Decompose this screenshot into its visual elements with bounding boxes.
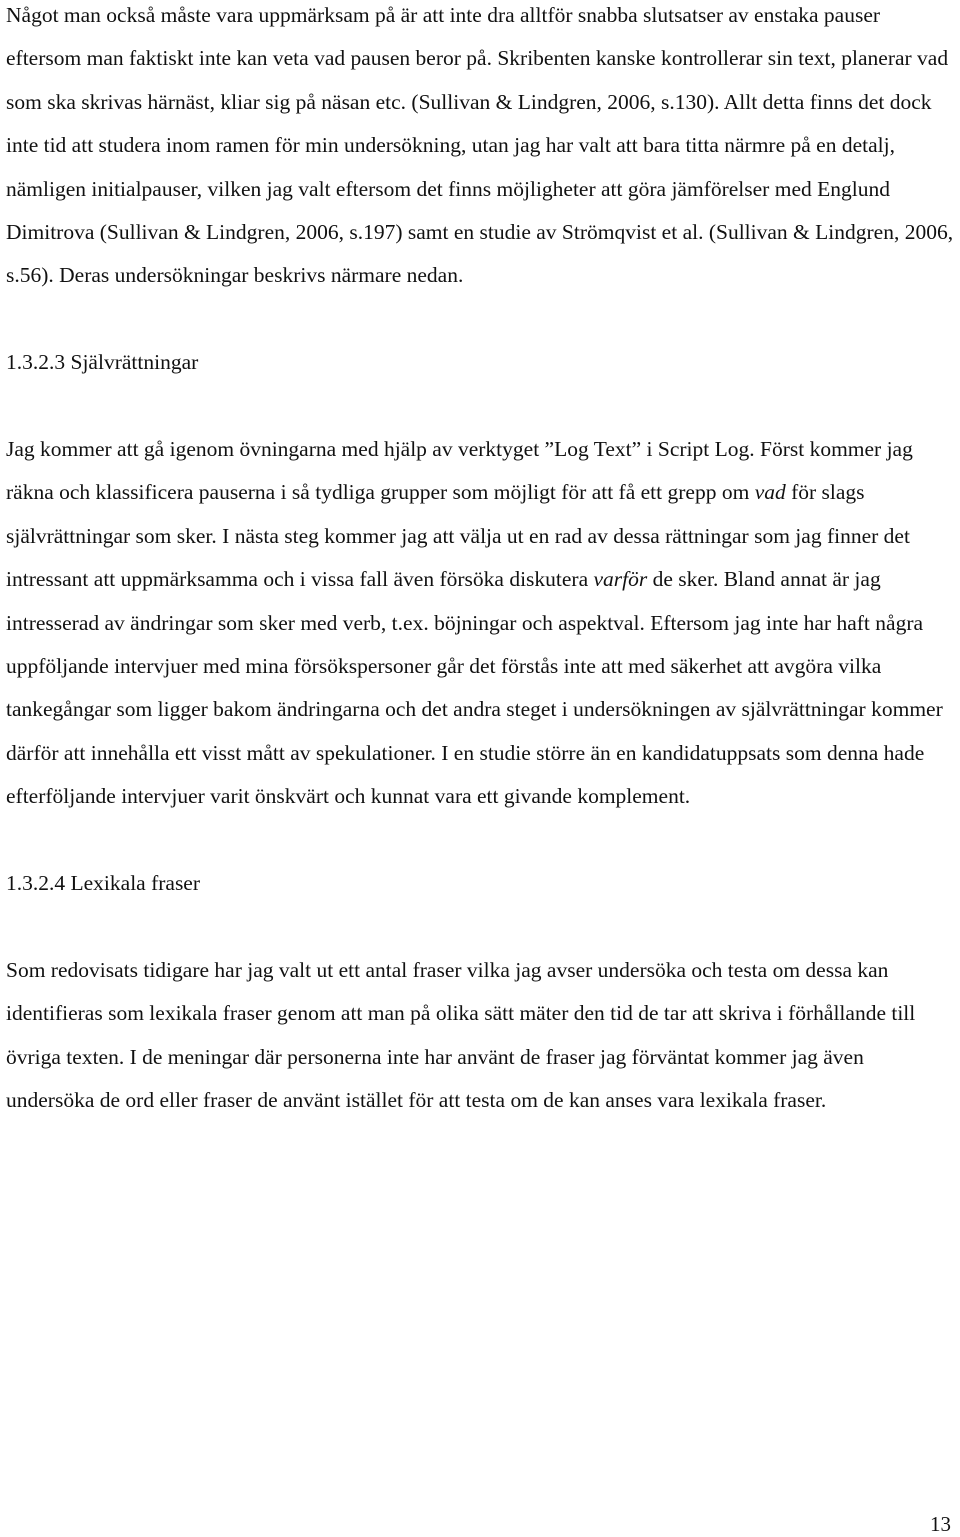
paragraph-pauses: Något man också måste vara uppmärksam på är att inte dra alltför snabba slutsatser av enstaka pauser eftersom man faktiskt inte kan veta vad pausen beror på. Skribenten kanske kontrollerar sin text, planerar vad som ska skrivas härnäst, kliar sig på näsan etc. (Sullivan & Lindgren, 2006, s.130). Allt detta finns det dock inte tid att studera inom ramen för min undersökning, utan jag har valt att bara titta närmre på en detalj, nämligen initialpauser, vilken jag valt eftersom det finns möjligheter att göra jämförelser med Englund Dimitrova (Sullivan & Lindgren, 2006, s.197) samt en studie av Strömqvist et al. (Sullivan & Lindgren, 2006, s.56). Deras undersökningar beskrivs närmare nedan. <box>6 3 954 288</box>
section-spacer <box>6 385 954 428</box>
section-heading-self-corrections: 1.3.2.3 Självrättningar <box>6 350 199 375</box>
emphasized-word: varför <box>593 567 648 592</box>
section-spacer <box>6 905 954 948</box>
section-spacer <box>6 819 954 862</box>
page-number: 13 <box>930 1512 951 1536</box>
section-spacer <box>6 298 954 341</box>
emphasized-word: vad <box>754 480 786 505</box>
paragraph-self-corrections <box>6 428 954 819</box>
paragraph-lexical-phrases: Som redovisats tidigare har jag valt ut ett antal fraser vilka jag avser undersöka och testa om dessa kan identifieras som lexikala fraser genom att man på olika sätt mäter den tid de tar att skriva i förhållande till övriga texten. I de meningar där personerna inte har använt de fraser jag förväntat kommer jag även undersöka de ord eller fraser de använt istället för att testa om de kan anses vara lexikala fraser. <box>6 957 916 1113</box>
paragraph-text-part: Jag kommer att gå igenom övningarna med hjälp av verktyget ”Log Text” i Script Log. Först kommer jag räkna och klassificera pauserna i så tydliga grupper som möjligt för att få ett grepp om <box>6 437 913 505</box>
document-page <box>6 0 954 1123</box>
paragraph-text-part: de sker. Bland annat är jag intresserad av ändringar som sker med verb, t.ex. böjningar och aspektval. Eftersom jag inte har haft några uppföljande intervjuer med mina försökspersoner går det förstås inte att med säkerhet att avgöra vilka tankegångar som ligger bakom ändringarna och det andra steget i undersökningen av självrättningar kommer därför att innehålla ett visst mått av spekulationer. I en studie större än en kandidatuppsats som denna hade efterföljande intervjuer varit önskvärt och kunnat vara ett givande komplement. <box>6 567 943 809</box>
section-heading-lexical-phrases: 1.3.2.4 Lexikala fraser <box>6 871 201 896</box>
paragraph-text-part: för slags självrättningar som sker. I nästa steg kommer jag att välja ut en rad av dessa rättningar som jag finner det intressant att uppmärksamma och i vissa fall även försöka diskutera <box>6 480 910 592</box>
